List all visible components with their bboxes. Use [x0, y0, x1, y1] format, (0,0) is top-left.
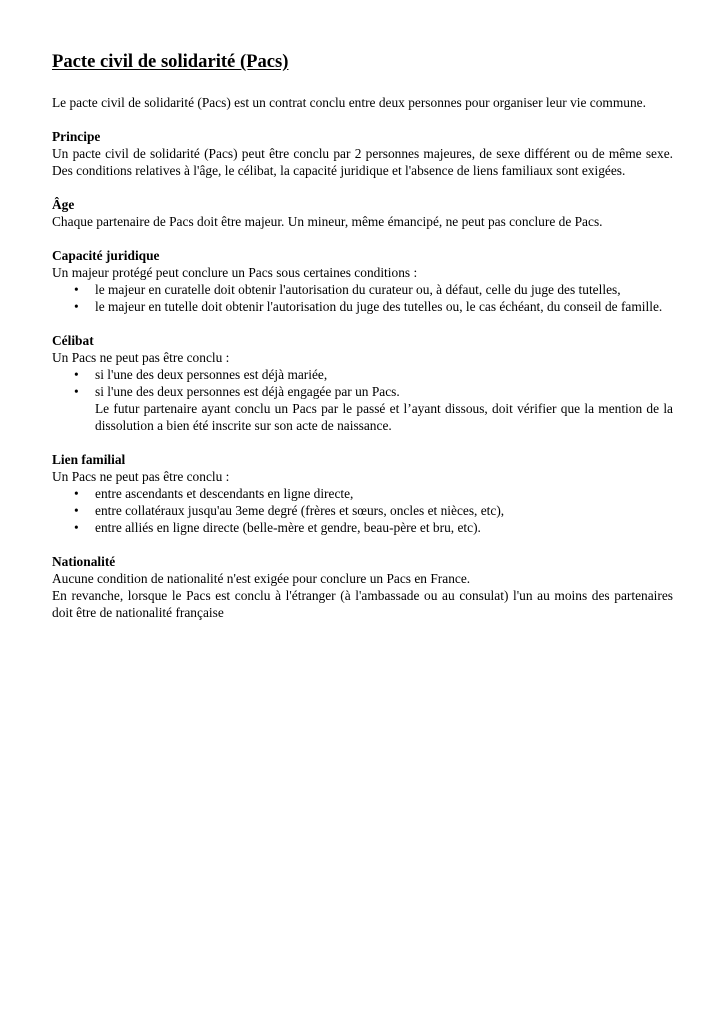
- bullet-icon: •: [74, 384, 79, 399]
- list-item: [52, 502, 673, 519]
- celibat-note: Le futur partenaire ayant conclu un Pacs par le passé et l’ayant dissous, doit vérifier que la mention de la dissolution a bien été inscrite sur son acte de naissance.: [95, 401, 673, 433]
- section-heading-nationalite: Nationalité: [52, 554, 116, 569]
- section-heading-capacite: Capacité juridique: [52, 248, 160, 263]
- section-capacite: [52, 247, 673, 315]
- list-item-text: le majeur en tutelle doit obtenir l'autorisation du juge des tutelles ou, le cas échéant, du conseil de famille.: [95, 299, 663, 314]
- list-item: [52, 281, 673, 298]
- list-item-text: entre collatéraux jusqu'au 3eme degré (frères et sœurs, oncles et nièces, etc),: [95, 503, 505, 518]
- section-nationalite: [52, 553, 673, 621]
- list-item-text: si l'une des deux personnes est déjà engagée par un Pacs.: [95, 384, 400, 399]
- section-lien-familial: [52, 451, 673, 536]
- list-item: [52, 519, 673, 536]
- bullet-icon: •: [74, 486, 79, 501]
- list-item-text: entre ascendants et descendants en ligne directe,: [95, 486, 354, 501]
- list-item: [52, 383, 673, 434]
- section-text-celibat: Un Pacs ne peut pas être conclu :: [52, 350, 230, 365]
- section-celibat: [52, 332, 673, 434]
- bullet-icon: •: [74, 282, 79, 297]
- section-principe: [52, 128, 673, 179]
- section-heading-principe: Principe: [52, 129, 101, 144]
- list-item: [52, 298, 673, 315]
- section-text-principe: Un pacte civil de solidarité (Pacs) peut être conclu par 2 personnes majeures, de sexe différent ou de même sexe. Des conditions relatives à l'âge, le célibat, la capacité juridique et l'absence de liens familiaux sont exigées.: [52, 146, 673, 178]
- capacite-list: [52, 281, 673, 315]
- section-heading-lien-familial: Lien familial: [52, 452, 126, 467]
- list-item-text: si l'une des deux personnes est déjà mariée,: [95, 367, 328, 382]
- bullet-icon: •: [74, 367, 79, 382]
- document-page: [52, 50, 673, 638]
- section-heading-age: Âge: [52, 197, 75, 212]
- section-text-nationalite-1: Aucune condition de nationalité n'est exigée pour conclure un Pacs en France.: [52, 571, 471, 586]
- section-text-nationalite-2: En revanche, lorsque le Pacs est conclu à l'étranger (à l'ambassade ou au consulat) l'un au moins des partenaires doit être de nationalité française: [52, 588, 673, 620]
- document-title: Pacte civil de solidarité (Pacs): [52, 51, 289, 72]
- list-item-text: entre alliés en ligne directe (belle-mère et gendre, beau-père et bru, etc).: [95, 520, 481, 535]
- section-text-lien-familial: Un Pacs ne peut pas être conclu :: [52, 469, 230, 484]
- bullet-icon: •: [74, 299, 79, 314]
- lien-familial-list: [52, 485, 673, 536]
- bullet-icon: •: [74, 503, 79, 518]
- list-item-text: le majeur en curatelle doit obtenir l'autorisation du curateur ou, à défaut, celle du juge des tutelles,: [95, 282, 621, 297]
- section-text-capacite: Un majeur protégé peut conclure un Pacs sous certaines conditions :: [52, 265, 418, 280]
- list-item: [52, 366, 673, 383]
- intro-paragraph: Le pacte civil de solidarité (Pacs) est un contrat conclu entre deux personnes pour organiser leur vie commune.: [52, 95, 646, 110]
- bullet-icon: •: [74, 520, 79, 535]
- section-heading-celibat: Célibat: [52, 333, 94, 348]
- celibat-list: [52, 366, 673, 434]
- list-item: [52, 485, 673, 502]
- section-text-age: Chaque partenaire de Pacs doit être majeur. Un mineur, même émancipé, ne peut pas conclure de Pacs.: [52, 214, 603, 229]
- section-age: [52, 196, 673, 230]
